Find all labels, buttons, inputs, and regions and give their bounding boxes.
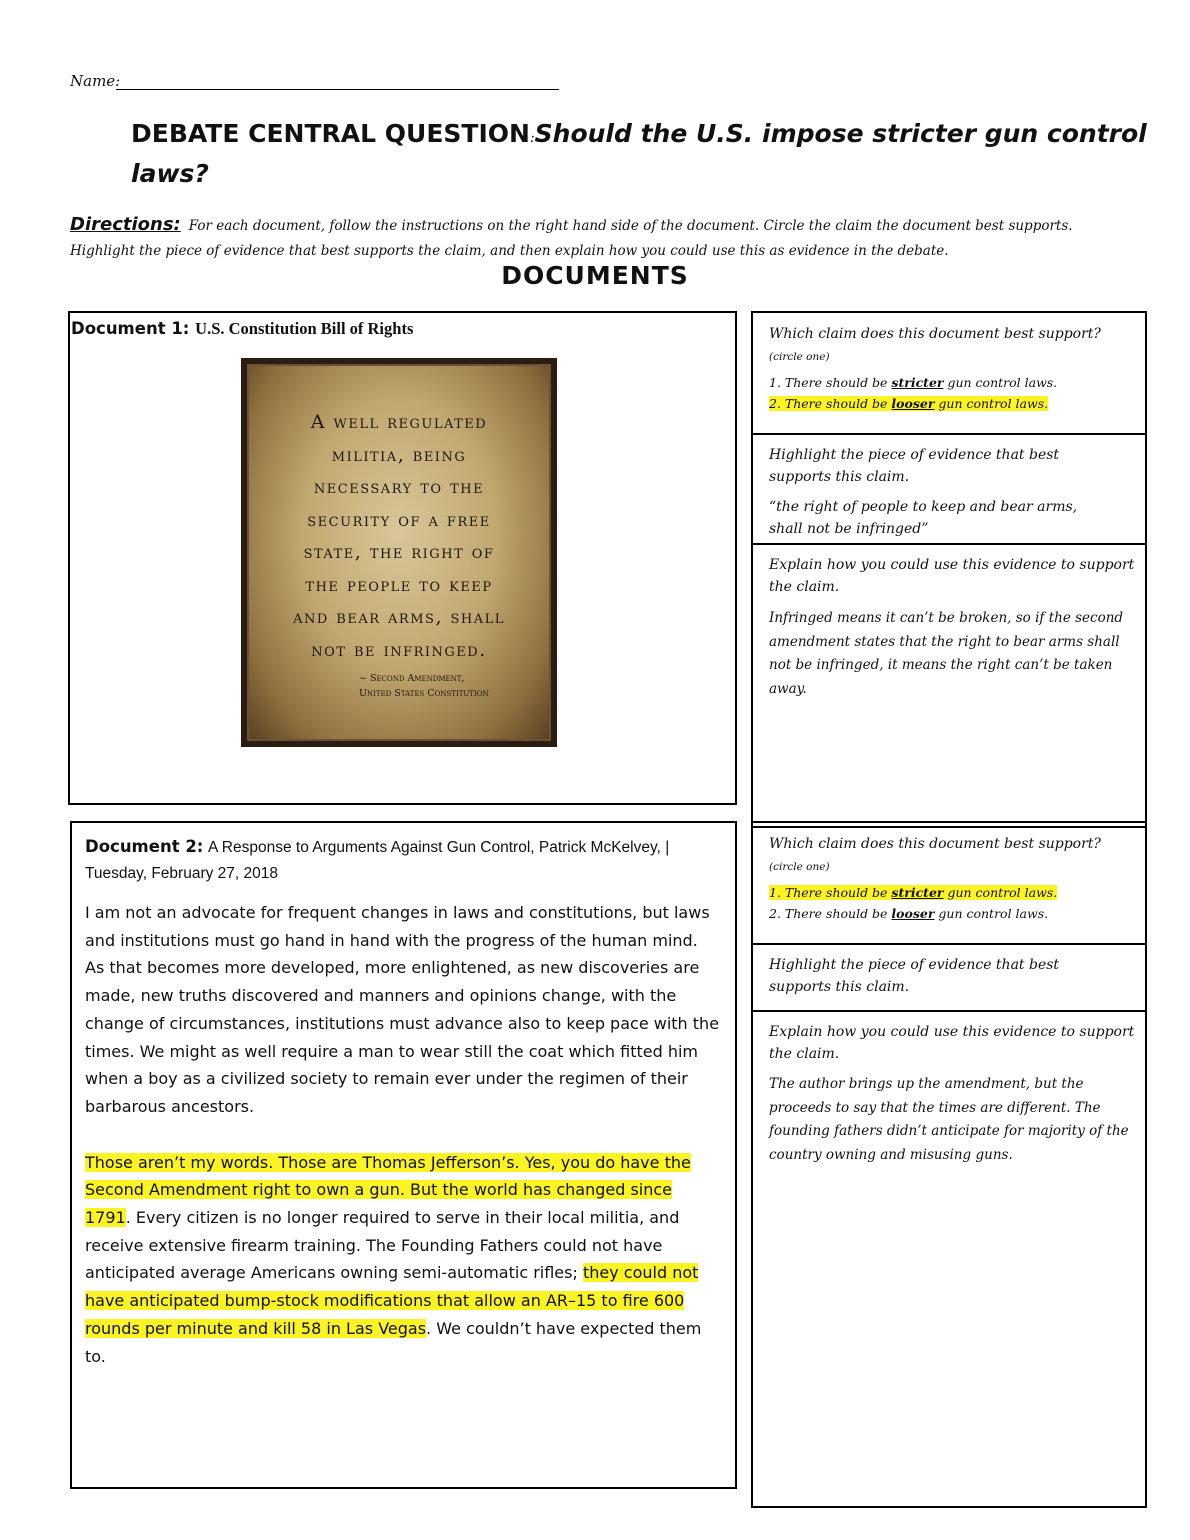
central-question: [131, 116, 1171, 191]
doc2-heading: [85, 834, 725, 887]
doc1-evidence-box: [751, 433, 1147, 545]
doc2-option-stricter[interactable]: 1. There should be stricter gun control laws.: [769, 885, 1058, 900]
poster-line: state, the right of: [303, 541, 495, 563]
second-amendment-poster: [241, 358, 557, 747]
poster-line: not be infringed.: [311, 638, 487, 661]
poster-line: necessary to the: [313, 476, 485, 498]
poster-cite-line: ~ Second Amendment,: [359, 673, 465, 684]
doc2-label: Document 2:: [85, 837, 204, 856]
doc1-source: U.S. Constitution Bill of Rights: [195, 319, 414, 338]
doc2-highlight-2[interactable]: they could not have anticipated bump-stock modifications that allow an AR–15 to fire 600 rounds per minute and kill 58 in Las Vegas: [85, 1263, 699, 1338]
doc2-body: [85, 899, 721, 1370]
doc1-claim-box: [751, 311, 1147, 435]
doc1-evidence-prompt: Highlight the piece of evidence that best supports this claim.: [769, 447, 1060, 485]
poster-quote: [249, 406, 549, 666]
doc1-evidence-answer[interactable]: “the right of people to keep and bear arms, shall not be infringed”: [769, 499, 1078, 537]
doc2-explain-answer[interactable]: The author brings up the amendment, but the proceeds to say that the times are different. The founding fathers didn’t anticipate for majority of the country owning and misusing guns.: [769, 1076, 1129, 1163]
doc1-claim-question: Which claim does this document best support? (circle one): [769, 326, 1101, 363]
debate-label: DEBATE CENTRAL QUESTION: [131, 119, 530, 148]
doc2-panel: [70, 821, 737, 1489]
directions-text: For each document, follow the instructions on the right hand side of the document. Circle the claim the document best supports. Highlight the piece of evidence that best supports the claim, and then explain how you could use this as evidence in the debate.: [70, 218, 1073, 259]
doc1-label: Document 1:: [71, 319, 190, 338]
doc2-option-looser[interactable]: 2. There should be looser gun control laws.: [769, 906, 1049, 921]
doc1-heading: [71, 319, 413, 339]
poster-line: A well regulated: [310, 411, 488, 433]
poster-parchment: [247, 364, 551, 741]
doc2-explain-prompt: Explain how you could use this evidence to support the claim.: [769, 1024, 1135, 1062]
doc2-evidence-prompt: Highlight the piece of evidence that best supports this claim.: [769, 957, 1060, 995]
directions: [70, 212, 1130, 264]
doc2-paragraph-1: I am not an advocate for frequent changes in laws and constitutions, but laws and institutions must go hand in hand with the progress of the human mind. As that becomes more developed, more enlightened, as new discoveries are made, new truths discovered and manners and opinions change, with the change of circumstances, institutions must advance also to keep pace with the times. We might as well require a man to wear still the coat which fitted him when a boy as a civilized society to remain ever under the regimen of their barbarous ancestors.: [85, 903, 720, 1116]
colon: :: [529, 130, 535, 146]
doc1-explain-answer[interactable]: Infringed means it can’t be broken, so if the second amendment states that the right to bear arms shall not be infringed, it means the right can’t be taken away.: [769, 610, 1124, 697]
doc1-explain-prompt: Explain how you could use this evidence to support the claim.: [769, 557, 1135, 595]
doc2-source: A Response to Arguments Against Gun Control, Patrick McKelvey, | Tuesday, February 27, 2018: [85, 839, 670, 882]
poster-citation: [359, 671, 541, 701]
poster-line: and bear arms, shall: [293, 606, 505, 628]
doc1-option-looser[interactable]: 2. There should be looser gun control laws.: [769, 396, 1049, 411]
doc1-explain-box: [751, 543, 1147, 828]
doc2-highlight-1[interactable]: Those aren’t my words. Those are Thomas Jefferson’s. Yes, you do have the Second Amendment right to own a gun. But the world has changed since 1791: [85, 1152, 691, 1228]
poster-line: militia, being: [331, 443, 467, 466]
poster-line: the people to keep: [305, 573, 493, 596]
doc2-claim-box: [751, 821, 1147, 945]
doc2-explain-box: [751, 1010, 1147, 1508]
directions-label: Directions:: [70, 214, 181, 235]
doc2-evidence-box: [751, 943, 1147, 1012]
name-label: Name:: [70, 72, 121, 90]
question-text: Should the U.S. impose stricter gun control laws?: [131, 119, 1147, 188]
doc2-claim-question: Which claim does this document best support? (circle one): [769, 836, 1101, 873]
doc2-paragraph-2: Those aren’t my words. Those are Thomas Jefferson’s. Yes, you do have the Second Amendment right to own a gun. But the world has changed since 1791. Every citizen is no longer required to serve in their local militia, and receive extensive firearm training. The Founding Fathers could not have anticipated average Americans owning semi-automatic rifles; they could not have anticipated bump-stock modifications that allow an AR–15 to fire 600 rounds per minute and kill 58 in Las Vegas. We couldn’t have expected them to.: [85, 1152, 702, 1366]
poster-cite-line: United States Constitution: [359, 688, 489, 699]
doc1-option-stricter[interactable]: 1. There should be stricter gun control laws.: [769, 375, 1058, 390]
name-line[interactable]: [116, 89, 559, 90]
poster-line: security of a free: [307, 508, 491, 531]
documents-heading: DOCUMENTS: [501, 261, 689, 290]
